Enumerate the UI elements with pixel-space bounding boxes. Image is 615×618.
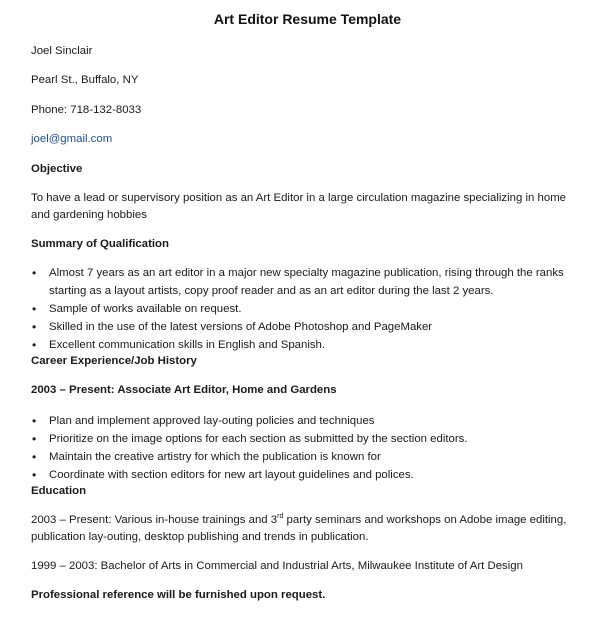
education-heading: Education: [31, 485, 87, 497]
objective-text: To have a lead or supervisory position as an Art Editor in a large circulation magazine specializing in home and gardening hobbies: [31, 192, 567, 221]
summary-list: [31, 264, 576, 354]
list-item: • Excellent communication skills in English and Spanish.: [31, 336, 576, 354]
ordinal-suffix: rd: [277, 513, 284, 521]
contact-email-link[interactable]: joel@gmail.com: [31, 133, 113, 145]
summary-heading: Summary of Qualification: [31, 238, 169, 250]
job-title: 2003 – Present: Associate Art Editor, Home and Gardens: [31, 384, 337, 396]
list-item: • Almost 7 years as an art editor in a major new specialty magazine publication, rising through the ranks starting as a layout artists, copy proof reader and as an art editor during the last 2 years.: [31, 264, 576, 300]
list-item: • Prioritize on the image options for each section as submitted by the section editors.: [31, 430, 576, 448]
list-item: • Sample of works available on request.: [31, 300, 576, 318]
education-entry-1-text-cont: party seminars and workshops on Adobe image editing, publication lay-outing, desktop publishing and trends in publication.: [31, 514, 567, 543]
references-note: Professional reference will be furnished upon request.: [31, 589, 326, 601]
list-item: • Coordinate with section editors for new art layout guidelines and polices.: [31, 466, 576, 484]
education-entry-1: [31, 512, 576, 546]
objective-heading: Objective: [31, 163, 83, 175]
career-heading: Career Experience/Job History: [31, 355, 197, 367]
list-item: • Skilled in the use of the latest versions of Adobe Photoshop and PageMaker: [31, 318, 576, 336]
document-title: Art Editor Resume Template: [213, 11, 402, 27]
career-list: [31, 412, 576, 484]
contact-name: Joel Sinclair: [31, 45, 93, 57]
education-entry-2: 1999 – 2003: Bachelor of Arts in Commercial and Industrial Arts, Milwaukee Institute of Art Design: [31, 560, 523, 572]
list-item: • Maintain the creative artistry for which the publication is known for: [31, 448, 576, 466]
list-item: • Plan and implement approved lay-outing policies and techniques: [31, 412, 576, 430]
contact-address: Pearl St., Buffalo, NY: [31, 74, 139, 86]
contact-phone: Phone: 718-132-8033: [31, 104, 142, 116]
education-entry-1-text: 2003 – Present: Various in-house trainings and 3: [31, 514, 278, 526]
